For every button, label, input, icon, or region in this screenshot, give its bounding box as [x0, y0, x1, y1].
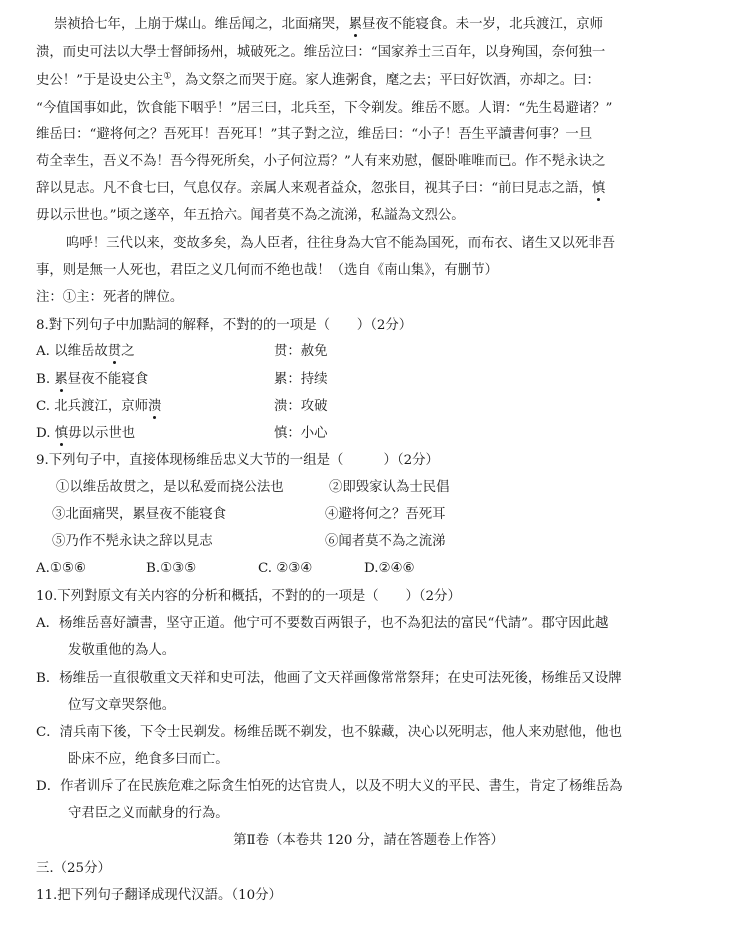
q10-option-a-cont: 发敬重他的為人。: [68, 643, 176, 658]
passage-text: 昼夜不能寝食。未一岁，北兵渡江，京师: [361, 17, 604, 32]
q9-item: ③北面痛哭，累昼夜不能寝食: [52, 507, 227, 522]
q9-choice: A.①⑤⑥: [36, 561, 86, 576]
q8-option-b: B. 累昼夜不能寝食 累：持续: [36, 372, 328, 387]
q9-item-row: [52, 506, 737, 524]
footnote: 注：①主：死者的牌位。: [36, 290, 184, 305]
passage-text: ，為文祭之而哭于庭。家人進粥食，麾之去；平曰好饮酒，亦却之。曰：: [171, 73, 600, 88]
q9-item-row: [52, 533, 737, 551]
question-8-stem: 8.對下列句子中加點詞的解释，不對的的一项是（ ）（2分）: [36, 318, 413, 333]
passage-line: 呜呼！三代以来，变故多矣，為人臣者，往往身為大官不能為国死，而布衣、诸生又以死非吾: [66, 236, 616, 251]
part-2-heading: 第Ⅱ卷（本卷共 120 分，請在答题卷上作答）: [233, 833, 504, 848]
passage-line: [54, 16, 737, 34]
passage-line: 苟全幸生，吾义不為！吾今得死所矣，小子何泣焉？”人有来劝慰，偃卧唯唯而已。作不髡永诀之: [36, 154, 606, 169]
q10-option-b: B．杨维岳一直很敬重文天祥和史可法，他画了文天祥画像常常祭拜；在史可法死後，杨维岳又设牌: [36, 671, 622, 686]
q9-choice: C. ②③④: [258, 561, 313, 576]
passage-line: 维岳曰：“避将何之？吾死耳！吾死耳！”其子對之泣，维岳曰：“小子！吾生平讀書何事？一旦: [36, 127, 593, 142]
q8-gloss: 慎：小心: [274, 426, 328, 441]
q8-gloss: 贯：赦免: [274, 344, 328, 359]
q9-choice: D.②④⑥: [364, 561, 415, 576]
passage-line: “今值国事如此，饮食能下咽乎！”居三曰，北兵至，下令剃发。维岳不愿。人谓：“先生曷避诸？”: [36, 101, 613, 116]
dotted-char: 累: [348, 17, 362, 32]
q10-option-a: A．杨维岳喜好讀書，坚守正道。他宁可不要数百两银子，也不為犯法的富民“代請”。郡守因此越: [36, 616, 609, 631]
dotted-char: 累: [54, 372, 68, 387]
q10-option-b-cont: 位写文章哭祭他。: [68, 698, 176, 713]
q10-option-c: C．清兵南下後，下令士民剃发。杨维岳既不剃发，也不躲藏，决心以死明志，他人来劝慰他，他也: [36, 725, 623, 740]
q9-item: ①以维岳故贯之，是以私爱而挠公法也: [56, 480, 284, 495]
passage-text: 崇祯拾七年，上崩于煤山。维岳闻之，北面痛哭，: [54, 17, 349, 32]
q10-option-c-cont: 卧床不应，绝食多曰而亡。: [68, 752, 229, 767]
q9-item-row: [56, 479, 737, 497]
q9-item: ⑥闻者莫不為之流涕: [325, 534, 446, 549]
q10-option-d-cont: 守君臣之义而献身的行為。: [68, 806, 229, 821]
passage-line: 毋以示世也。”顷之遂卒，年五拾六。闻者莫不為之流涕，私謚為文烈公。: [36, 208, 465, 223]
q9-choice: B.①③⑤: [146, 561, 197, 576]
dotted-char: 溃: [148, 399, 162, 414]
footnote-marker: ①: [163, 71, 172, 82]
q9-choices: [36, 560, 737, 578]
q9-item: ⑤乃作不髡永诀之辞以見志: [52, 534, 213, 549]
dotted-char: 慎: [54, 426, 69, 441]
dotted-char: 贯: [107, 344, 122, 359]
passage-line: [36, 72, 737, 90]
q9-item: ④避将何之？吾死耳: [325, 507, 446, 522]
question-11-stem: 11.把下列句子翻译成现代汉語。（10分）: [36, 888, 282, 903]
q8-option-d: D. 慎毋以示世也 慎：小心: [36, 426, 328, 441]
q8-gloss: 累：持续: [274, 372, 328, 387]
passage-line: 事，则是無一人死也，君臣之义几何而不绝也哉！（选自《南山集》，有删节）: [36, 263, 498, 278]
section-3-heading: 三.（25分）: [36, 861, 111, 876]
q8-option-a: A. 以维岳故贯之 贯：赦免: [36, 344, 328, 359]
q10-option-d: D．作者训斥了在民族危难之际贪生怕死的达官贵人，以及不明大义的平民、書生，肯定了杨维岳為: [36, 779, 623, 794]
passage-line: [36, 180, 737, 198]
dotted-char: 慎: [591, 181, 606, 196]
question-10-stem: 10.下列對原文有关内容的分析和概括，不對的的一项是（ ）（2分）: [36, 589, 461, 604]
q9-item: ②即毁家认為士民倡: [329, 480, 450, 495]
passage-line: 溃，而史可法以大學士督師扬州，城破死之。维岳泣曰：“国家养士三百年，以身殉国，奈何独一: [36, 45, 606, 60]
passage-text: 辞以見志。凡不食七曰，气息仅存。亲属人来观者益众，忽张目，视其子曰：“前曰見志之語，: [36, 181, 592, 196]
q8-option-c: C. 北兵渡江，京师溃 溃：攻破: [36, 399, 328, 414]
question-9-stem: 9.下列句子中，直接体现杨维岳忠义大节的一组是（ ）（2分）: [36, 453, 439, 468]
q8-gloss: 溃：攻破: [274, 399, 328, 414]
passage-text: 史公！”于是设史公主: [36, 73, 164, 88]
